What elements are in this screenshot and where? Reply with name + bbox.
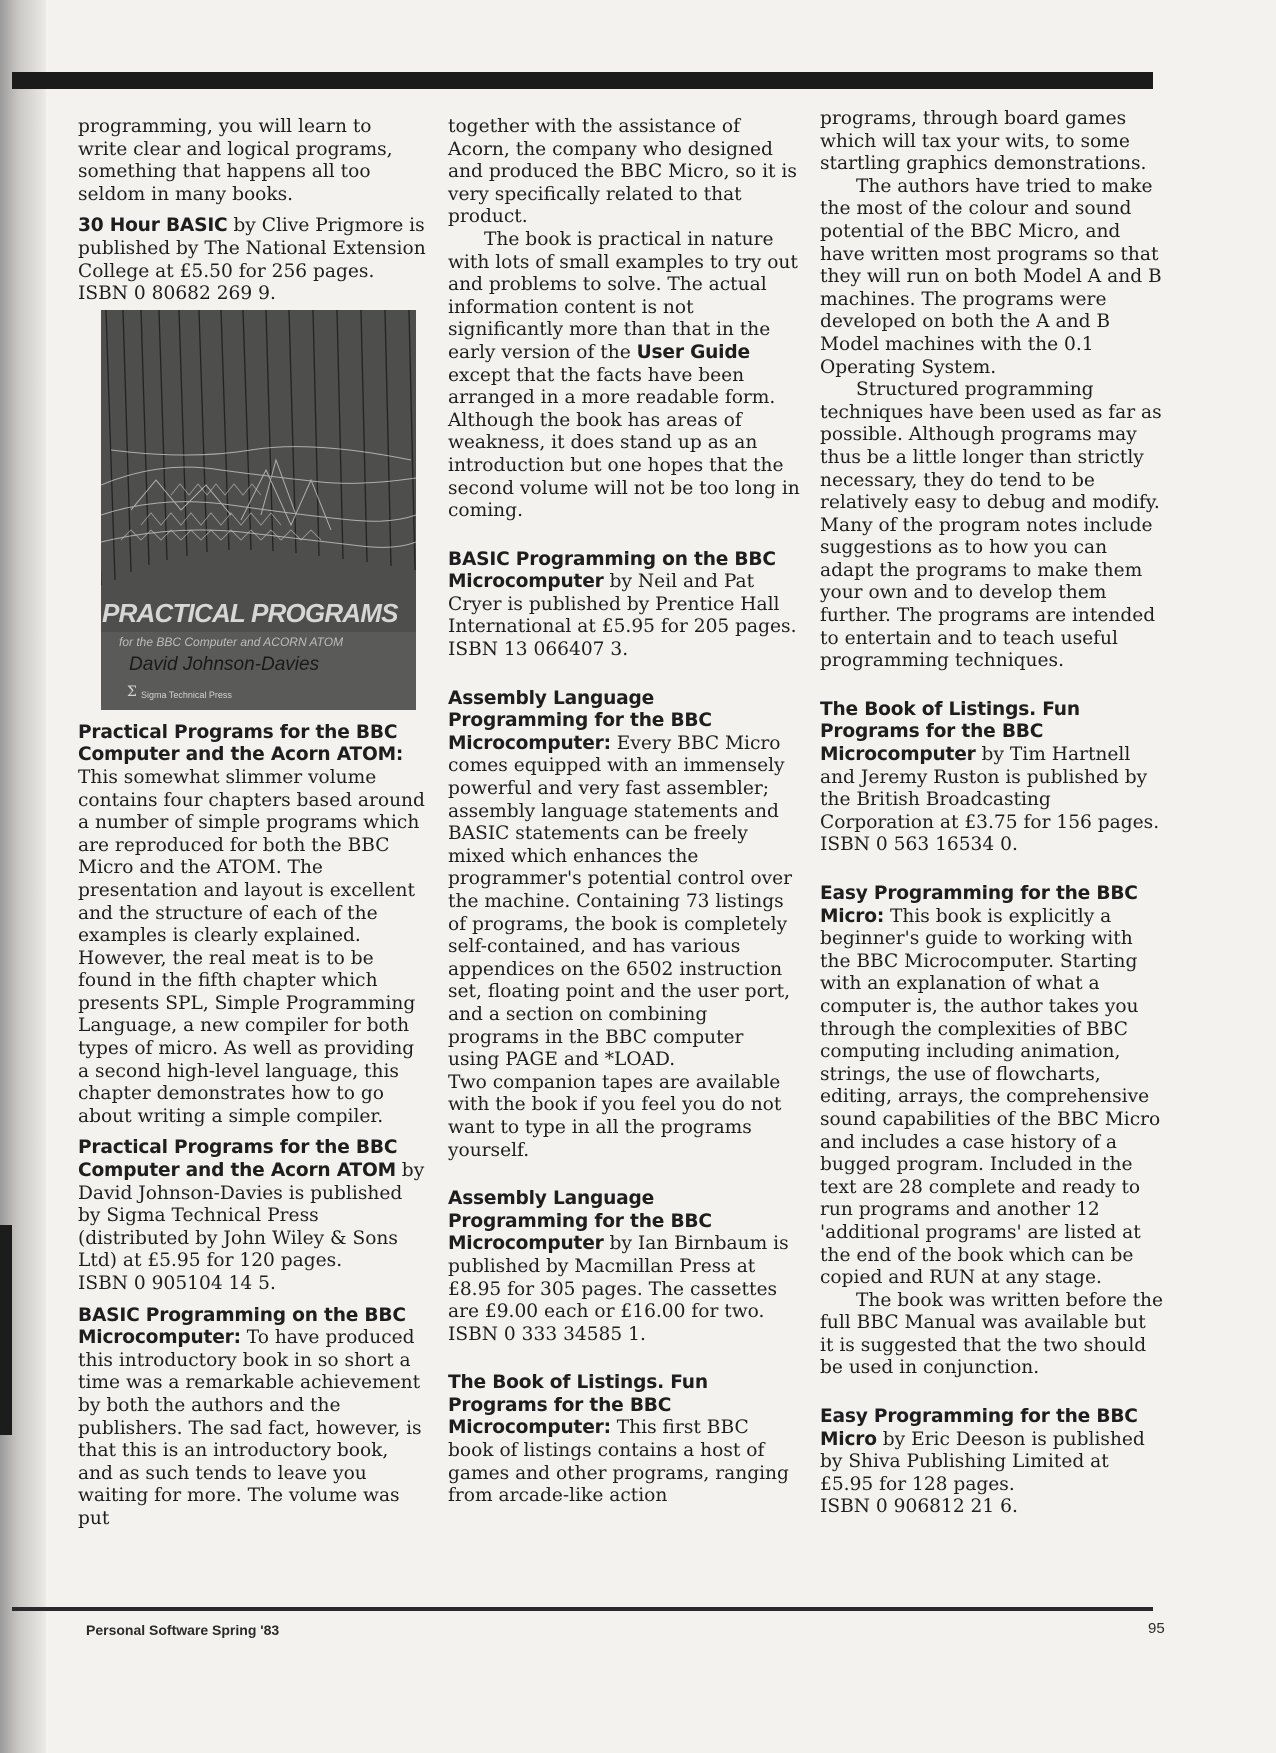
top-rule [12,72,1153,89]
isbn: ISBN 0 563 16534 0. [820,834,1018,856]
book-title: BASIC Programming on the BBC Microcomputer [448,548,776,593]
sigma-logo-icon: Σ [127,683,137,700]
review-book-of-listings: The Book of Listings. Fun Programs for the BBC Microcomputer: This first BBC book of listings contains a host of games and other programs, ranging from arcade-like action [448,1372,789,1507]
page-number: 95 [1148,1620,1165,1637]
isbn: ISBN 0 333 34585 1. [448,1323,646,1345]
publication-details: BASIC Programming on the BBC Microcomputer by Neil and Pat Cryer is published by Prentice Hall International at £5.95 for 205 pages. ISBN 13 066407 3. [448,548,797,661]
isbn: ISBN 0 906812 21 6. [820,1496,1018,1518]
book-title: User Guide [636,341,750,363]
book-title: Practical Programs for the BBC Computer and the Acorn ATOM: [78,721,404,766]
publication-details: Practical Programs for the BBC Computer and the Acorn ATOM by David Johnson-Davies is published by Sigma Technical Press (distributed by John Wiley & Sons Ltd) at £5.95 for 120 pages. ISBN 0 905104 14 5. [78,1137,425,1294]
book-title: Easy Programming for the BBC Micro: [820,883,1138,927]
column-3 [820,108,1165,1519]
paragraph: The book is practical in nature with lots of small examples to try out and problems to solve. The actual information content is not significantly more than that in the early version of the User Guide except that the facts have been arranged in a more readable form. Although the book has areas of weakness, it does stand up as an introduction but one hopes that the second volume will not be too long in coming. [448,228,800,522]
review-practical-programs: Practical Programs for the BBC Computer and the Acorn ATOM: This somewhat slimmer volume contains four chapters based around a number of simple programs which are reproduced for both the BBC Micro and the ATOM. The presentation and layout is excellent and the structure of each of the examples is clearly explained. However, the real meat is to be found in the fifth chapter which presents SPL, Simple Programming Language, a new compiler for both types of micro. As well as providing a second high-level language, this chapter demonstrates how to go about writing a simple compiler. [78,721,425,1127]
isbn: ISBN 0 80682 269 9. [78,283,276,305]
book-title: The Book of Listings. Fun Programs for the BBC Microcomputer: [448,1372,708,1439]
paragraph: programming, you will learn to write clear and logical programs, something that happens all too seldom in many books. [78,116,393,205]
book-title: 30 Hour BASIC [78,215,228,237]
book-title: Assembly Language Programming for the BBC Microcomputer: [448,687,712,754]
page-spine-shadow [0,0,46,1753]
paragraph: The book was written before the full BBC Manual was available but it is suggested that the two should be used in conjunction. [820,1289,1164,1379]
book-title: Easy Programming for the BBC Micro [820,1406,1138,1450]
paragraph: programs, through board games which will tax your wits, to some startling graphics demonstrations. [820,108,1147,175]
isbn: ISBN 13 066407 3. [448,639,629,661]
cover-author: David Johnson-Davies [129,653,320,675]
column-1 [78,116,426,1531]
paragraph: The authors have tried to make the most of the colour and sound potential of the BBC Micro, and have written most programs so that they will run on both Model A and B machines. The programs were developed on both the A and B Model machines with the 0.1 Operating System. [820,175,1162,378]
cover-title: PRACTICAL PROGRAMS [102,597,398,628]
review-assembly-language: Assembly Language Programming for the BBC Microcomputer: Every BBC Micro comes equipped with an immensely powerful and very fast assembler; assembly language statements and BASIC statements can be freely mixed which enhances the programmer's potential control over the machine. Containing 73 listings of programs, the book is completely self-contained, and has various appendices on the 6502 instruction set, floating point and the user port, and a section on combining programs in the BBC computer using PAGE and *LOAD. Two companion tapes are available with the book if you feel you do not want to type in all the programs yourself. [448,687,793,1161]
publication-details: Assembly Language Programming for the BBC Microcomputer by Ian Birnbaum is published by Macmillan Press at £8.95 for 305 pages. The cassettes are £9.00 each or £16.00 for two. ISBN 0 333 34585 1. [448,1188,789,1345]
book-title: BASIC Programming on the BBC Microcomputer: [78,1304,406,1349]
paragraph: Structured programming techniques have been used as far as possible. Although programs may thus be a little longer than strictly necessary, they do tend to be relatively easy to debug and modify. Many of the program notes include suggestions as to how you can adapt the programs to make them your own and to develop them further. The programs are intended to entertain and to teach useful programming techniques. [820,379,1162,672]
spine-tab [0,1225,12,1435]
publication-details: Easy Programming for the BBC Micro by Eric Deeson is published by Shiva Publishing Limited at £5.95 for 128 pages. ISBN 0 906812 21 6. [820,1406,1145,1518]
publication-details: The Book of Listings. Fun Programs for the BBC Microcomputer by Tim Hartnell and Jeremy Ruston is published by the British Broadcasting Corporation at £3.75 for 156 pages. ISBN 0 563 16534 0. [820,698,1160,856]
bottom-rule [12,1607,1153,1611]
paragraph: together with the assistance of Acorn, the company who designed and produced the BBC Micro, so it is very specifically related to that product. [448,116,797,228]
review-30-hour-basic: 30 Hour BASIC by Clive Prigmore is published by The National Extension College at £5.50 for 256 pages. ISBN 0 80682 269 9. [78,215,426,305]
book-title: The Book of Listings. Fun Programs for the BBC Microcomputer [820,698,1080,766]
footer-publication: Personal Software Spring '83 [86,1622,280,1638]
review-easy-programming: Easy Programming for the BBC Micro: This book is explicitly a beginner's guide to working with the BBC Microcomputer. Starting with an explanation of what a computer is, the author takes you through the complexities of BBC computing including animation, strings, the use of flowcharts, editing, arrays, the comprehensive sound capabilities of the BBC Micro and includes a case history of a bugged program. Included in the text are 28 complete and ready to run programs and another 12 'additional programs' are listed at the end of the book which can be copied and RUN at any stage. [820,883,1161,1289]
review-basic-programming: BASIC Programming on the BBC Microcomputer: To have produced this introductory book in so short a time was a remarkable achievement by both the authors and the publishers. The sad fact, however, is that this is an introductory book, and as such tends to leave you waiting for more. The volume was put [78,1304,422,1529]
column-2 [448,116,800,1508]
book-cover-image [101,310,416,710]
book-title: Practical Programs for the BBC Computer and the Acorn ATOM [78,1137,398,1182]
isbn: ISBN 0 905104 14 5. [78,1273,276,1294]
cover-publisher: Sigma Technical Press [141,689,232,700]
cover-subtitle: for the BBC Computer and ACORN ATOM [119,634,344,649]
book-title: Assembly Language Programming for the BBC Microcomputer [448,1188,712,1255]
